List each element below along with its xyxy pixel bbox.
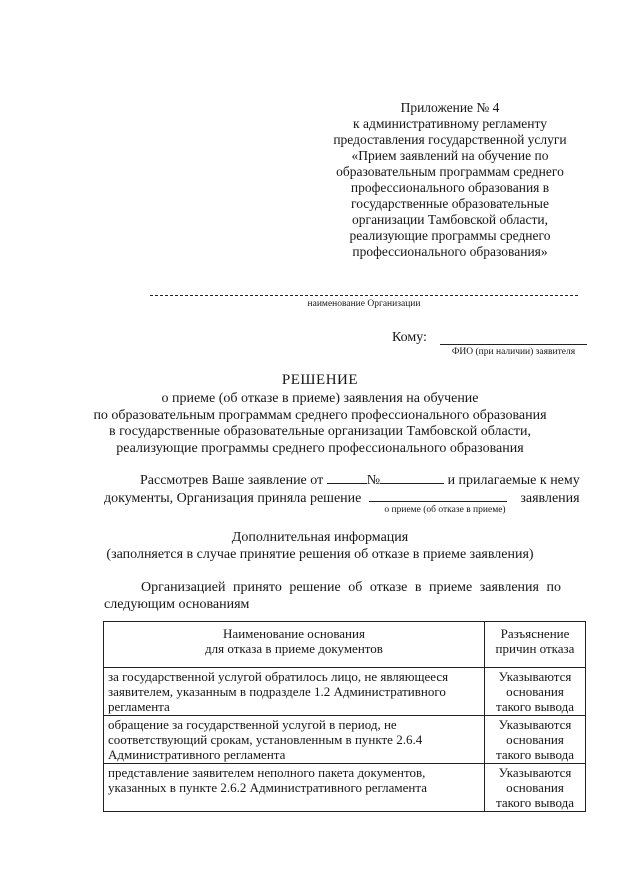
subtitle-line: о приеме (об отказе в приеме) заявления на обучение <box>161 391 479 406</box>
date-blank[interactable] <box>327 471 367 484</box>
body-text: Рассмотрев Ваше заявление от <box>140 473 324 488</box>
decision-blank[interactable] <box>369 489 507 502</box>
table-row <box>104 716 586 764</box>
decision-title: РЕШЕНИЕ <box>281 372 359 388</box>
number-sign: № <box>366 473 381 488</box>
subtitle-line: в государственные образовательные организации Тамбовской области, <box>108 424 532 439</box>
org-name-line[interactable] <box>150 295 578 296</box>
body-text: заявления <box>520 491 580 506</box>
appendix-line: государственные образовательные <box>351 196 549 211</box>
header-text: Наименование основания <box>223 626 365 641</box>
header-explanation <box>485 622 586 668</box>
appendix-line: организации Тамбовской области, <box>352 212 548 227</box>
to-name-line[interactable] <box>440 344 587 345</box>
subtitle-line: по образовательным программам среднего профессионального образования <box>93 407 547 423</box>
header-ground <box>104 622 485 668</box>
ground-cell: обращение за государственной услугой в период, не соответствующий срокам, установленным в пункте 2.6.4 Административного регламента <box>104 716 485 764</box>
additional-info-note: (заполняется в случае принятие решения об отказе в приеме заявления) <box>106 547 534 562</box>
appendix-line: образовательным программам среднего <box>336 164 564 179</box>
header-text: для отказа в приеме документов <box>205 641 383 656</box>
ground-cell: представление заявителем неполного пакета документов, указанных в пункте 2.6.2 Административного регламента <box>104 764 485 812</box>
number-blank[interactable] <box>380 471 444 484</box>
additional-info-title: Дополнительная информация <box>231 530 409 545</box>
body-text: и прилагаемые к нему <box>447 473 580 488</box>
table-row <box>104 764 586 812</box>
explanation-cell: Указываются основания такого вывода <box>485 764 586 812</box>
org-name-caption: наименование Организации <box>307 299 421 309</box>
additional-info <box>60 529 580 563</box>
appendix-line: «Прием заявлений на обучение по <box>351 148 549 163</box>
explanation-cell: Указываются основания такого вывода <box>485 716 586 764</box>
table-header-row <box>104 622 586 668</box>
decision-caption: о приеме (об отказе в приеме) <box>384 505 506 515</box>
appendix-line: профессионального образования» <box>352 244 548 259</box>
decision-subtitle <box>60 391 580 457</box>
header-text: причин отказа <box>495 641 575 656</box>
refusal-reasons-table <box>103 621 586 812</box>
table-row <box>104 668 586 716</box>
appendix-line: профессионального образования в <box>350 180 550 195</box>
ground-cell: за государственной услугой обратилось лицо, не являющееся заявителем, указанным в подразделе 1.2 Административного регламента <box>104 668 485 716</box>
appendix-line: предоставления государственной услуги <box>333 132 567 147</box>
to-label: Кому: <box>392 330 427 345</box>
header-text: Разъяснение <box>500 626 570 641</box>
explanation-cell: Указываются основания такого вывода <box>485 668 586 716</box>
body-text: документы, Организация приняла решение <box>104 491 362 506</box>
appendix-line: реализующие программы среднего <box>349 228 551 243</box>
grounds-intro-line-2: следующим основаниям <box>104 597 250 612</box>
subtitle-line: реализующие программы среднего профессионального образования <box>116 440 524 456</box>
grounds-intro-line-1: Организацией принято решение об отказе в приеме заявления по <box>141 580 561 595</box>
appendix-title: Приложение № 4 <box>400 100 500 115</box>
body-line-1 <box>140 471 580 489</box>
appendix-line: к административному регламенту <box>353 116 547 131</box>
appendix-header <box>300 100 600 260</box>
to-name-caption: ФИО (при наличии) заявителя <box>451 347 576 357</box>
